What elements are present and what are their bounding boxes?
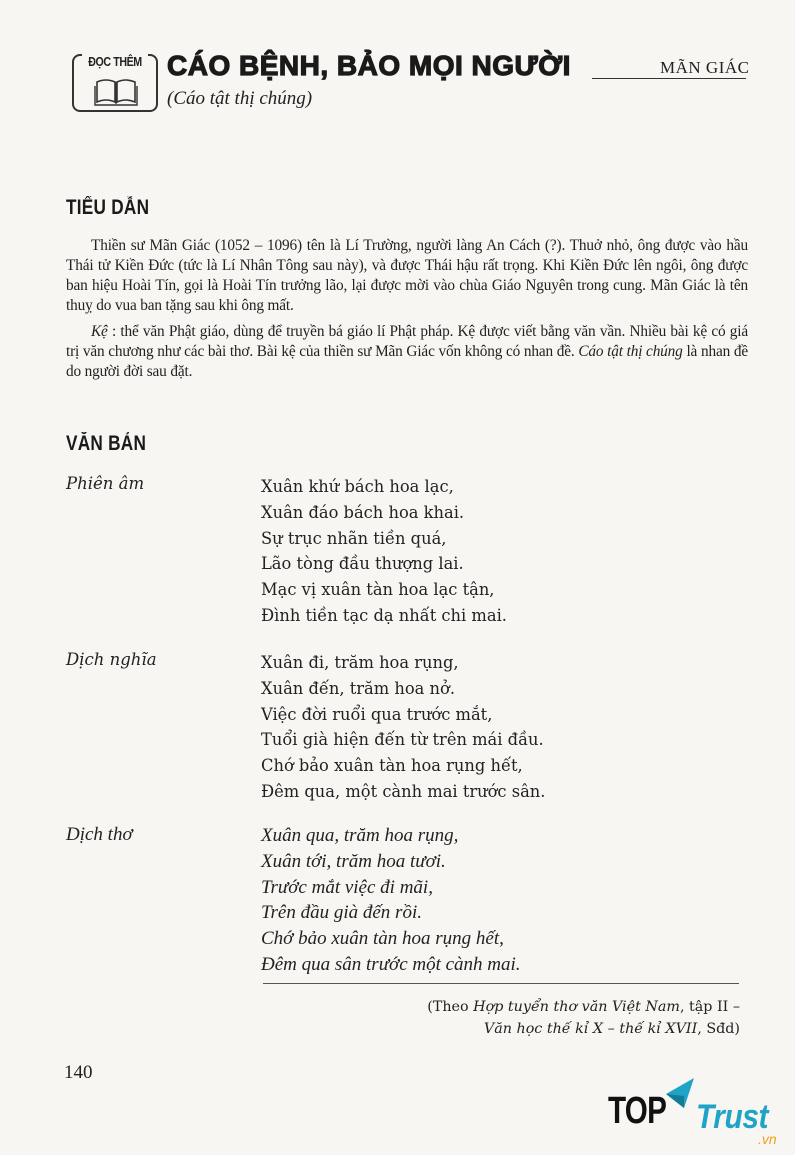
- open-book-icon: [94, 76, 138, 106]
- verse-line: Xuân đáo bách hoa khai.: [261, 502, 465, 522]
- page-number: 140: [64, 1062, 93, 1083]
- intro-paragraph-2: [66, 322, 748, 382]
- verse-line: Việc đời ruổi qua trước mắt,: [261, 704, 493, 724]
- verse-line: Chớ bảo xuân tàn hoa rụng hết,: [261, 756, 523, 776]
- source-suffix: , Sđd): [697, 1021, 740, 1037]
- logo-trust-text: Trust: [696, 1098, 769, 1136]
- section-label-dich-tho: Dịch thơ: [66, 824, 133, 845]
- paper-plane-icon: [662, 1078, 696, 1108]
- verse-dich-nghia: [261, 650, 545, 805]
- verse-line: Mạc vị xuân tàn hoa lạc tận,: [261, 580, 495, 600]
- read-more-badge: [72, 54, 158, 112]
- verse-line: Lão tòng đầu thượng lai.: [261, 554, 464, 574]
- verse-line: Đêm qua, một cành mai trước sân.: [261, 781, 546, 801]
- verse-dich-tho: [261, 823, 521, 978]
- verse-divider: [263, 983, 739, 984]
- source-subtitle: Văn học thế kỉ X – thế kỉ XVII: [483, 1021, 698, 1037]
- term-definition: : thể văn Phật giáo, dùng để truyền bá giáo lí Phật pháp. Kệ được viết bằng văn vần. Nhiều bài kệ có giá trị văn chương như các bài thơ. Bài kệ của thiền sư Mãn Giác vốn không có nhan đề.: [66, 323, 748, 360]
- verse-line: Đêm qua sân trước một cành mai.: [261, 953, 521, 975]
- logo-top-text: TOP: [608, 1090, 667, 1132]
- source-citation: [427, 996, 740, 1040]
- verse-line: Chớ bảo xuân tàn hoa rụng hết,: [261, 928, 504, 950]
- title-rule: [592, 78, 746, 79]
- intro-paragraph-1: Thiền sư Mãn Giác (1052 – 1096) tên là Lí Trường, người làng An Cách (?). Thuở nhỏ, ông được vào hầu Thái tử Kiền Đức (tức là Lí Nhân Tông sau này), và được Thái hậu rất trọng. Khi Kiền Đức lên ngôi, ông được ban hiệu Hoài Tín, gọi là Hoài Tín trưởng lão, lại được mời vào chùa Giáo Nguyên trong cung. Mãn Giác là tên thuỵ do vua ban tặng sau khi ông mất.: [66, 237, 748, 314]
- page-title: CÁO BỆNH, BẢO MỌI NGƯỜI: [167, 50, 571, 81]
- badge-label: ĐỌC THÊM: [85, 54, 146, 69]
- logo-domain-text: .vn: [758, 1131, 777, 1147]
- verse-line: Xuân đi, trăm hoa rụng,: [261, 653, 459, 672]
- toptrust-logo: [608, 1078, 788, 1148]
- source-book-title: Hợp tuyển thơ văn Việt Nam: [473, 999, 680, 1015]
- poem-title-italic: Cáo tật thị chúng: [578, 343, 683, 360]
- verse-line: Sự trục nhãn tiền quá,: [261, 528, 447, 548]
- verse-line: Xuân khứ bách hoa lạc,: [261, 477, 454, 496]
- author-name: MÃN GIÁC: [660, 58, 750, 77]
- verse-line: Xuân đến, trăm hoa nở.: [261, 678, 455, 698]
- verse-line: Trên đầu già đến rồi.: [261, 902, 422, 924]
- verse-line: Xuân qua, trăm hoa rụng,: [261, 825, 459, 846]
- verse-line: Xuân tới, trăm hoa tươi.: [261, 850, 446, 872]
- verse-line: Tuổi già hiện đến từ trên mái đầu.: [261, 730, 544, 750]
- source-prefix: (Theo: [427, 999, 474, 1015]
- section-label-dich-nghia: Dịch nghĩa: [66, 650, 157, 669]
- source-volume: , tập II –: [679, 999, 740, 1015]
- verse-phien-am: [261, 474, 507, 629]
- term-ke: Kệ: [91, 323, 108, 340]
- text-heading: VĂN BẢN: [66, 432, 147, 455]
- section-label-phien-am: Phiên âm: [66, 474, 145, 493]
- intro-heading: TIỂU DẪN: [66, 196, 150, 219]
- verse-line: Đình tiền tạc dạ nhất chi mai.: [261, 605, 507, 625]
- page-subtitle: (Cáo tật thị chúng): [167, 88, 313, 109]
- paragraph-tail: là nhan đề do người đời sau đặt.: [66, 343, 748, 380]
- verse-line: Trước mắt việc đi mãi,: [261, 876, 433, 898]
